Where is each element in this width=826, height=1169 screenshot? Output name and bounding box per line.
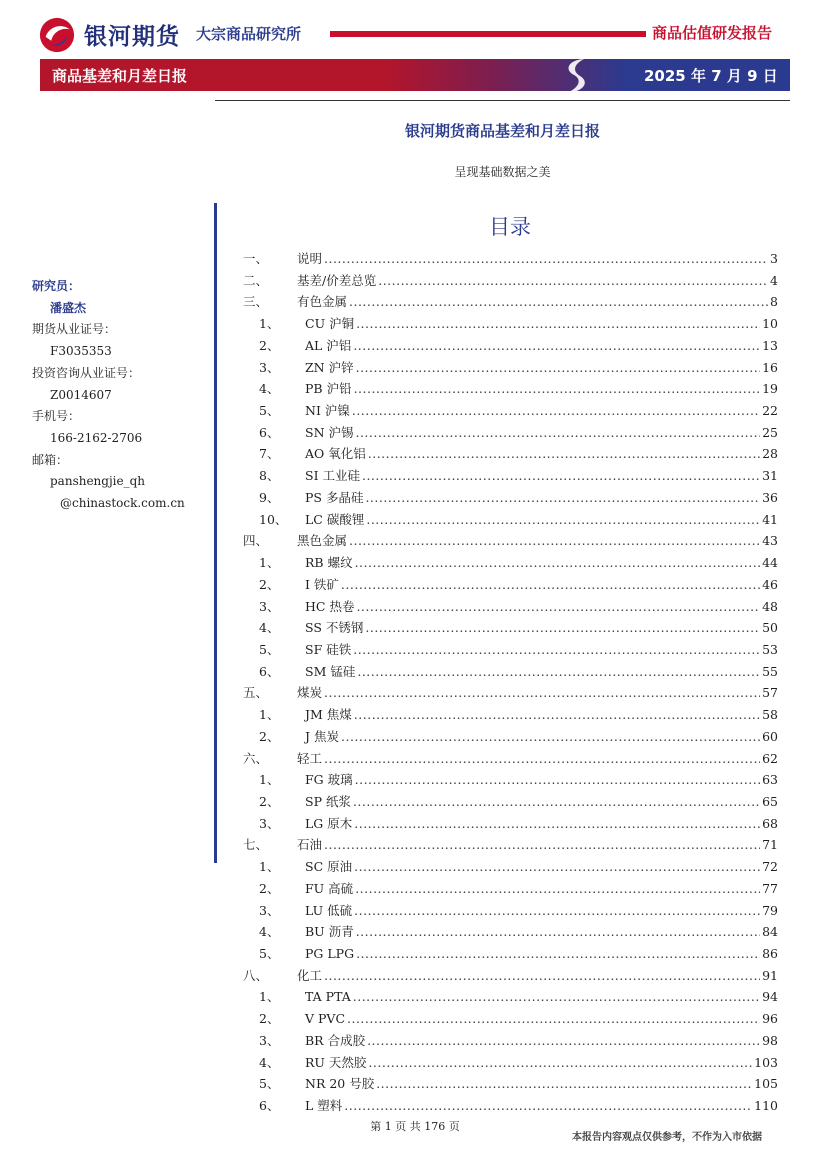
toc-entry[interactable] <box>243 748 778 770</box>
toc-dot-leader <box>341 726 760 748</box>
toc-entry-page: 84 <box>762 924 778 940</box>
toc-dot-leader <box>366 509 760 531</box>
toc-dot-leader <box>376 1073 752 1095</box>
toc-entry[interactable] <box>243 1052 778 1074</box>
toc-entry-page: 13 <box>762 337 778 353</box>
toc-dot-leader <box>368 443 760 465</box>
banner-title: 商品基差和月差日报 <box>52 67 188 85</box>
toc-entry-number: 七、 <box>243 837 269 853</box>
toc-dot-leader <box>353 335 760 357</box>
toc-entry-number: 2、 <box>259 880 280 896</box>
toc-entry-page: 72 <box>762 859 778 875</box>
toc-entry-label: 化工 <box>297 967 323 983</box>
toc-entry-number: 9、 <box>259 489 280 505</box>
toc-entry-page: 86 <box>762 946 778 961</box>
toc-dot-leader <box>356 921 760 943</box>
toc-dot-leader <box>356 313 760 335</box>
email-line-1: panshengjie_qh <box>50 474 146 489</box>
toc-entry-label: AL 沪铝 <box>305 337 352 353</box>
toc-dot-leader <box>362 465 760 487</box>
toc-entry-page: 105 <box>754 1076 778 1092</box>
toc-entry-number: 3、 <box>259 1032 280 1048</box>
toc-entry[interactable] <box>243 856 778 878</box>
toc-entry-page: 103 <box>754 1054 778 1070</box>
toc-entry-label: PB 沪铅 <box>305 381 352 397</box>
toc-entry-page: 48 <box>762 598 778 614</box>
toc-entry-page: 36 <box>762 489 778 505</box>
toc-entry-page: 110 <box>754 1098 778 1114</box>
toc-entry-label: PG LPG <box>305 946 355 961</box>
toc-entry-number: 2、 <box>259 337 280 353</box>
toc-entry-number: 1、 <box>259 316 280 332</box>
toc-entry-number: 10、 <box>259 511 288 527</box>
toc-entry[interactable] <box>243 704 778 726</box>
toc-entry-label: SF 硅铁 <box>305 641 352 657</box>
toc-dot-leader <box>367 1030 760 1052</box>
toc-entry-label: AO 氧化铝 <box>305 446 366 462</box>
toc-dot-leader <box>352 400 760 422</box>
toc-entry-number: 四、 <box>243 533 269 549</box>
toc-entry-page: 98 <box>762 1032 778 1048</box>
toc-entry-label: 有色金属 <box>297 294 348 310</box>
toc-entry-page: 4 <box>770 272 778 288</box>
toc-entry-number: 3、 <box>259 598 280 614</box>
toc-entry[interactable] <box>243 813 778 835</box>
toc-entry-page: 16 <box>762 359 778 375</box>
toc-entry-label: 基差/价差总览 <box>297 272 377 288</box>
header-divider <box>215 100 790 101</box>
toc-entry[interactable] <box>243 726 778 748</box>
toc-dot-leader <box>355 552 761 574</box>
toc-entry-label: 石油 <box>297 837 323 853</box>
toc-entry-page: 71 <box>762 837 778 853</box>
phone-label: 手机号： <box>32 409 81 424</box>
toc-entry[interactable] <box>243 465 778 487</box>
toc-entry-number: 5、 <box>259 946 280 961</box>
toc-entry[interactable] <box>243 313 778 335</box>
toc-entry-label: LU 低硫 <box>305 902 353 918</box>
toc-entry-page: 63 <box>762 772 778 788</box>
toc-entry-label: 煤炭 <box>297 685 323 701</box>
toc-entry-number: 2、 <box>259 576 280 592</box>
toc-entry-page: 43 <box>762 533 778 549</box>
toc-entry-label: 轻工 <box>297 750 323 766</box>
toc-entry[interactable] <box>243 878 778 900</box>
toc-entry-number: 8、 <box>259 468 280 484</box>
header-accent-bar <box>330 31 646 37</box>
toc-entry-number: 1、 <box>259 989 280 1005</box>
toc-entry-number: 一、 <box>243 251 269 266</box>
toc-entry-page: 58 <box>762 707 778 723</box>
toc-entry[interactable] <box>243 1030 778 1052</box>
toc-entry-number: 三、 <box>243 294 269 310</box>
toc-entry-page: 10 <box>762 316 778 332</box>
toc-entry-label: 黑色金属 <box>297 533 348 549</box>
toc-entry-number: 5、 <box>259 1076 280 1092</box>
toc-entry[interactable] <box>243 900 778 922</box>
toc-entry[interactable] <box>243 357 778 379</box>
sidebar-divider <box>214 203 217 863</box>
toc-dot-leader <box>353 639 760 661</box>
toc-entry-label: RB 螺纹 <box>305 555 353 571</box>
toc-entry-label: V PVC <box>305 1011 346 1027</box>
toc-entry[interactable] <box>243 487 778 509</box>
researcher-name: 潘盛杰 <box>50 300 87 315</box>
toc-entry-page: 28 <box>762 446 778 462</box>
disclaimer: 本报告内容观点仅供参考，不作为入市依据 <box>572 1132 762 1143</box>
document-title: 银河期货商品基差和月差日报 <box>404 122 600 140</box>
toc-entry-label: BR 合成胶 <box>305 1032 366 1048</box>
swoosh-icon <box>560 56 594 96</box>
toc-entry-label: LG 原木 <box>305 815 353 831</box>
toc-entry-page: 41 <box>762 511 778 527</box>
toc-entry-label: I 铁矿 <box>305 576 339 592</box>
page-number: 第 1 页 共 176 页 <box>370 1120 460 1133</box>
toc-entry[interactable] <box>243 291 778 313</box>
toc-entry[interactable] <box>243 335 778 357</box>
toc-entry-number: 4、 <box>259 1054 280 1070</box>
toc-dot-leader <box>365 487 760 509</box>
table-of-contents <box>243 248 778 1117</box>
toc-dot-leader <box>341 574 760 596</box>
toc-entry-number: 1、 <box>259 707 280 723</box>
document-subtitle: 呈现基础数据之美 <box>454 165 551 179</box>
toc-entry[interactable] <box>243 400 778 422</box>
toc-entry-page: 79 <box>762 902 778 918</box>
toc-entry-label: NR 20 号胶 <box>305 1076 375 1092</box>
toc-entry-label: 说明 <box>297 251 323 266</box>
toc-entry-label: PS 多晶硅 <box>305 489 364 505</box>
toc-entry[interactable] <box>243 596 778 618</box>
toc-dot-leader <box>356 943 760 965</box>
toc-entry[interactable] <box>243 921 778 943</box>
toc-entry[interactable] <box>243 509 778 531</box>
toc-entry-label: L 塑料 <box>305 1098 343 1114</box>
toc-entry-label: BU 沥青 <box>305 924 354 940</box>
toc-entry-label: NI 沪镍 <box>305 403 350 419</box>
toc-entry[interactable] <box>243 791 778 813</box>
toc-dot-leader <box>324 248 768 270</box>
toc-entry-page: 57 <box>762 685 778 701</box>
toc-entry-page: 19 <box>762 381 778 397</box>
toc-entry-label: CU 沪铜 <box>305 316 355 332</box>
toc-entry-number: 五、 <box>243 685 269 701</box>
toc-entry-number: 5、 <box>259 641 280 657</box>
toc-entry[interactable] <box>243 443 778 465</box>
toc-entry-number: 1、 <box>259 772 280 788</box>
invest-cert-label: 投资咨询从业证号： <box>32 365 141 380</box>
toc-entry-page: 55 <box>762 663 778 679</box>
toc-entry-page: 68 <box>762 815 778 831</box>
toc-entry-label: HC 热卷 <box>305 598 355 614</box>
toc-entry-page: 60 <box>762 728 778 744</box>
toc-entry-number: 2、 <box>259 793 280 809</box>
toc-dot-leader <box>354 813 760 835</box>
toc-dot-leader <box>353 791 760 813</box>
toc-entry-page: 50 <box>762 620 778 636</box>
toc-entry[interactable] <box>243 639 778 661</box>
email-label: 邮箱： <box>32 452 69 467</box>
institute-name: 大宗商品研究所 <box>196 25 302 43</box>
toc-entry-page: 77 <box>762 880 778 896</box>
toc-entry-label: LC 碳酸锂 <box>305 511 365 527</box>
toc-entry-label: TA PTA <box>305 989 351 1005</box>
toc-entry-label: JM 焦煤 <box>305 707 352 723</box>
toc-dot-leader <box>368 1052 752 1074</box>
toc-entry-page: 53 <box>762 641 778 657</box>
author-sidebar <box>32 276 212 515</box>
toc-entry-label: SC 原油 <box>305 859 353 875</box>
toc-entry-page: 65 <box>762 793 778 809</box>
toc-entry[interactable] <box>243 270 778 292</box>
email-line-2: @chinastock.com.cn <box>60 496 185 511</box>
toc-dot-leader <box>378 270 768 292</box>
futures-cert-number: F3035353 <box>50 344 112 359</box>
toc-entry[interactable] <box>243 574 778 596</box>
toc-entry-number: 六、 <box>243 750 269 766</box>
report-date: 2025 年 7 月 9 日 <box>644 67 778 85</box>
toc-entry-number: 6、 <box>259 424 280 440</box>
toc-entry-number: 7、 <box>259 446 280 462</box>
toc-entry-label: SP 纸浆 <box>305 793 351 809</box>
toc-dot-leader <box>354 378 761 400</box>
toc-entry-number: 5、 <box>259 403 280 419</box>
toc-entry-page: 8 <box>770 294 778 310</box>
toc-entry-number: 3、 <box>259 815 280 831</box>
toc-entry[interactable] <box>243 248 778 270</box>
toc-entry[interactable] <box>243 965 778 987</box>
toc-dot-leader <box>353 986 760 1008</box>
researcher-label: 研究员： <box>32 279 81 293</box>
toc-entry-label: SN 沪锡 <box>305 424 354 440</box>
toc-entry-number: 八、 <box>243 967 269 983</box>
toc-dot-leader <box>354 900 760 922</box>
toc-entry[interactable] <box>243 378 778 400</box>
toc-dot-leader <box>365 617 760 639</box>
toc-dot-leader <box>355 769 760 791</box>
toc-entry-label: SS 不锈钢 <box>305 620 364 636</box>
toc-entry-page: 91 <box>762 967 778 983</box>
toc-entry[interactable] <box>243 661 778 683</box>
toc-entry[interactable] <box>243 1008 778 1030</box>
toc-entry-number: 3、 <box>259 359 280 375</box>
toc-entry-number: 4、 <box>259 620 280 636</box>
toc-entry-page: 3 <box>770 251 778 266</box>
brand-name: 银河期货 <box>84 24 180 50</box>
toc-dot-leader <box>324 834 760 856</box>
toc-entry-label: FG 玻璃 <box>305 772 353 788</box>
toc-entry[interactable] <box>243 986 778 1008</box>
toc-dot-leader <box>355 422 760 444</box>
toc-dot-leader <box>324 965 760 987</box>
toc-entry-page: 31 <box>762 468 778 484</box>
report-type: 商品估值研发报告 <box>652 24 773 42</box>
toc-entry-page: 22 <box>762 403 778 419</box>
toc-dot-leader <box>347 1008 760 1030</box>
phone-number: 166-2162-2706 <box>50 430 143 445</box>
toc-entry-page: 62 <box>762 750 778 766</box>
toc-entry-number: 6、 <box>259 663 280 679</box>
toc-dot-leader <box>355 878 760 900</box>
toc-entry-label: FU 高硫 <box>305 880 354 896</box>
toc-entry[interactable] <box>243 943 778 965</box>
toc-dot-leader <box>324 682 760 704</box>
company-logo-icon <box>38 16 76 54</box>
toc-entry[interactable] <box>243 530 778 552</box>
toc-entry[interactable] <box>243 682 778 704</box>
invest-cert-number: Z0014607 <box>50 387 112 402</box>
toc-dot-leader <box>356 596 760 618</box>
toc-entry-number: 二、 <box>243 272 269 288</box>
toc-entry-number: 2、 <box>259 728 280 744</box>
toc-entry[interactable] <box>243 1095 778 1117</box>
toc-entry-label: SI 工业硅 <box>305 468 360 484</box>
toc-entry-page: 25 <box>762 424 778 440</box>
toc-dot-leader <box>344 1095 752 1117</box>
toc-entry[interactable] <box>243 769 778 791</box>
toc-entry-page: 96 <box>762 1011 778 1027</box>
toc-dot-leader <box>354 704 760 726</box>
toc-dot-leader <box>356 357 760 379</box>
toc-entry[interactable] <box>243 1073 778 1095</box>
toc-entry[interactable] <box>243 552 778 574</box>
toc-entry[interactable] <box>243 834 778 856</box>
futures-cert-label: 期货从业证号： <box>32 322 117 337</box>
toc-dot-leader <box>324 748 760 770</box>
toc-entry-label: J 焦炭 <box>305 728 339 744</box>
toc-entry-page: 46 <box>762 576 778 592</box>
toc-entry[interactable] <box>243 422 778 444</box>
toc-entry-number: 6、 <box>259 1098 280 1114</box>
toc-dot-leader <box>349 291 768 313</box>
toc-entry-page: 94 <box>762 989 778 1005</box>
toc-dot-leader <box>357 661 760 683</box>
toc-entry-label: RU 天然胶 <box>305 1054 367 1070</box>
toc-heading: 目录 <box>489 215 531 239</box>
toc-entry-number: 3、 <box>259 902 280 918</box>
toc-entry-page: 44 <box>762 555 778 571</box>
toc-dot-leader <box>354 856 760 878</box>
toc-entry-number: 4、 <box>259 381 280 397</box>
toc-entry-number: 2、 <box>259 1011 280 1027</box>
toc-dot-leader <box>349 530 760 552</box>
toc-entry-label: ZN 沪锌 <box>305 359 354 375</box>
toc-entry-number: 1、 <box>259 859 280 875</box>
toc-entry-number: 4、 <box>259 924 280 940</box>
toc-entry[interactable] <box>243 617 778 639</box>
toc-entry-label: SM 锰硅 <box>305 663 356 679</box>
toc-entry-number: 1、 <box>259 555 280 571</box>
